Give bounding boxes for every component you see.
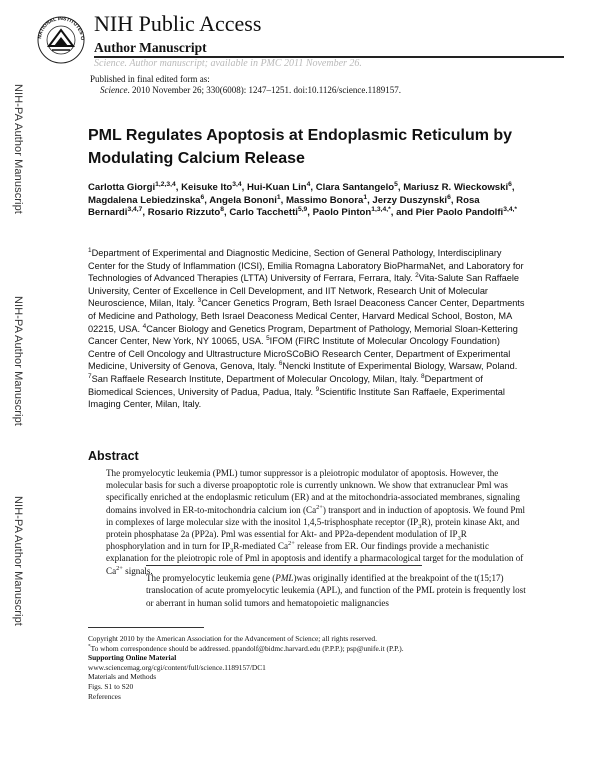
author: Jerzy Duszynski$^6$, xyxy=(372,193,457,206)
author-affiliation-marker: 1 xyxy=(363,193,368,201)
author: Paolo Pinton$^{1,3,4,*}$, xyxy=(312,206,397,219)
affiliation-number: 9 xyxy=(315,385,320,393)
affiliation-text: Department of Biomedical Sciences, University of Padua, Padua, Italy. xyxy=(88,373,483,397)
author-affiliation-marker: 3,4,7 xyxy=(127,206,143,213)
header-title: NIH Public Access xyxy=(94,11,262,36)
affiliation-text: Cancer Biology and Genetics Program, Department of Pathology, Memorial Sloan-Kettering Cancer Center, New York, NY 10065, USA. xyxy=(88,323,518,347)
author-name: Carlotta Giorgi xyxy=(88,182,156,193)
article-title: PML Regulates Apoptosis at Endoplasmic Reticulum by Modulating Calcium Release xyxy=(88,127,513,167)
author-affiliation-marker: 6 xyxy=(200,193,205,201)
author: Rosa Bernardi$^{3,4,7}$, xyxy=(88,194,480,219)
author-name: Hui-Kuan Lin xyxy=(246,182,307,193)
sidebar-label-bottom: NIH-PA Author Manuscript xyxy=(12,496,24,626)
author-name: Rosario Rizzuto xyxy=(147,207,221,219)
sidebar-label-top: NIH-PA Author Manuscript xyxy=(12,84,24,214)
affiliation-text: Scientific Institute San Raffaele, Experimental Imaging Center, Milan, Italy. xyxy=(88,386,505,410)
affiliation-number: 4 xyxy=(142,322,147,330)
citation-details: . 2010 November 26; 330(6008): 1247–1251. doi:10.1126/science.1189157. xyxy=(127,85,402,95)
affiliation-number: 8 xyxy=(420,372,425,380)
author-name: Paolo Pinton xyxy=(312,207,372,219)
affiliation-text: Nencki Institute of Experimental Biology, Warsaw, Poland. xyxy=(282,361,518,372)
affiliation-text: San Raffaele Research Institute, Department of Molecular Oncology, Milan, Italy. xyxy=(91,373,421,384)
author-affiliation-marker: 8 xyxy=(220,206,224,213)
author-name: Clara Santangelo xyxy=(315,182,395,193)
author-affiliation-marker: 4 xyxy=(306,180,311,188)
som-item: Materials and Methods xyxy=(88,672,157,682)
author-affiliation-marker: 3,4,* xyxy=(503,206,518,213)
intro-paragraph: The promyelocytic leukemia gene (PML)was originally identified at the breakpoint of the t(15;17) translocation of acute promyelocytic leukemia (APL), and function of the PML protein is frequently lost or aberrant in human solid tumors and hematopoietic malignancies xyxy=(146,573,526,608)
nih-seal-icon xyxy=(36,10,86,68)
author-name: and Pier Paolo Pandolfi xyxy=(396,207,504,219)
copyright-notice: Copyright 2010 by the American Association for the Advancement of Science; all rights reserved. xyxy=(88,634,377,643)
intro-divider xyxy=(146,565,422,566)
affiliation-list xyxy=(88,247,530,411)
author: Carlotta Giorgi$^{1,2,3,4}$, xyxy=(88,180,182,193)
affiliation-number: 3 xyxy=(197,297,202,305)
footnotes xyxy=(88,634,548,701)
author-list xyxy=(88,182,528,220)
author xyxy=(396,207,517,218)
author: Mariusz R. Wieckowski$^6$, xyxy=(403,180,515,193)
author-affiliation-marker: 1,3,4,* xyxy=(371,206,391,213)
correspondence-note: *To whom correspondence should be addressed. ppandolf@bidmc.harvard.edu (P.P.P.); psp@unife.it (P.P.). xyxy=(88,643,404,653)
author-name: Keisuke Ito xyxy=(181,182,233,193)
affiliation-number: 7 xyxy=(88,372,92,380)
author-name: Magdalena Lebiedzinska xyxy=(88,194,201,206)
author: Massimo Bonora$^1$, xyxy=(286,193,373,206)
affiliation-number: 2 xyxy=(415,272,419,280)
author-affiliation-marker: 5 xyxy=(394,180,398,188)
affiliation-text: Vita-Salute San Raffaele University, Center of Excellence in Cell Development, and IIT Network, Research Unit of Molecular Neuroscience, Milan, Italy. xyxy=(88,273,520,309)
author-name: Carlo Tacchetti xyxy=(229,207,298,219)
abstract-text: The promyelocytic leukemia (PML) tumor suppressor is a pleiotropic modulator of apoptosis. However, the molecular basis for such a diverse proapoptotic role is currently unknown. We show that extranuclear Pml was specifically enriched at the endoplasmic reticulum (ER) and at the mitochondria-associated membranes, signaling domains involved in ER-to-mitochondria calcium ion $(Ca^{2+})$ transport and in induction of apoptosis. We found Pml in complexes of large molecular size with the inositol 1,4,5-trisphosphate receptor $(IP_3R)$, protein kinase Akt, and protein phosphatase 2a (PP2a). Pml was essential for Akt- and PP2a-dependent modulation of $IP_3R$ phosphorylation and in turn for $IP_3R$-mediated $Ca^{2+}$ release from ER. Our findings provide a mechanistic explanation for the pleiotropic role of Pml in apoptosis and identify a pharmacological target for the modulation of $Ca^{2+}$ signals. xyxy=(106,468,526,576)
som-item: www.sciencemag.org/cgi/content/full/science.1189157/DC1 xyxy=(88,662,266,672)
author-affiliation-marker: 3,4 xyxy=(232,180,242,188)
published-line: Published in final edited form as: xyxy=(90,74,210,84)
affiliation-number: 1 xyxy=(88,246,92,254)
footnote-divider xyxy=(88,627,204,628)
affiliation-text: IFOM (FIRC Institute of Molecular Oncology Foundation) Centre of Cell Oncology and Ultrastructure MicroSCoBiO Research Center, Department of Experimental Medicine, University of Genova, Genova, Italy. xyxy=(88,336,511,372)
pml-gene-name: PML xyxy=(275,573,294,583)
author: Hui-Kuan Lin$^4$, xyxy=(246,180,316,193)
nih-seal-logo xyxy=(36,10,86,68)
affiliation-number: 6 xyxy=(278,360,283,368)
author-name: Angela Bononi xyxy=(209,194,277,206)
author: Clara Santangelo$^5$, xyxy=(315,180,404,193)
author-name: Mariusz R. Wieckowski xyxy=(403,182,509,193)
som-list xyxy=(88,663,548,701)
header-availability-note: Science. Author manuscript; available in PMC 2011 November 26. xyxy=(94,58,362,69)
author-name: Massimo Bonora xyxy=(286,194,364,206)
author: Rosario Rizzuto$^8$, xyxy=(147,206,230,219)
author-affiliation-marker: 6 xyxy=(447,193,451,201)
author-name: Jerzy Duszynski xyxy=(372,194,448,206)
citation-line xyxy=(90,85,401,96)
affiliation xyxy=(88,374,421,384)
author-name: Rosa Bernardi xyxy=(88,194,480,219)
author: Carlo Tacchetti$^{5,9}$, xyxy=(229,206,313,219)
journal-name: Science xyxy=(100,85,128,95)
author: Angela Bononi$^1$, xyxy=(209,193,287,206)
abstract-heading: Abstract xyxy=(88,449,139,463)
author-affiliation-marker: 6 xyxy=(508,180,512,188)
affiliation-number: 5 xyxy=(266,335,270,343)
svg-text:NATIONAL INSTITUTES OF HEALTH: NATIONAL INSTITUTES O xyxy=(36,15,86,41)
author-affiliation-marker: 5,9 xyxy=(297,206,308,213)
author: Keisuke Ito$^{3,4}$, xyxy=(181,180,247,193)
header-subtitle: Author Manuscript xyxy=(94,40,207,55)
affiliation xyxy=(279,361,518,371)
sidebar-label-middle: NIH-PA Author Manuscript xyxy=(12,296,24,426)
som-item: Figs. S1 to S20 xyxy=(88,681,134,691)
author: Magdalena Lebiedzinska$^6$, xyxy=(88,193,210,206)
affiliation-text: Department of Experimental and Diagnostic Medicine, Section of General Pathology, Interdisciplinary Center for the Study of Inflammation (ICSI), Emilia Romagna Laboratory BioPharmaNet, and Laboratory for Technologies of Advanced Therapies (LTTA) University of Ferrara, Ferrara, Italy. xyxy=(88,248,524,284)
som-heading: Supporting Online Material xyxy=(88,653,177,663)
publication-info xyxy=(90,74,401,96)
author-affiliation-marker: 1 xyxy=(276,193,281,201)
author-affiliation-marker: 1,2,3,4 xyxy=(155,180,176,188)
som-item: References xyxy=(88,691,121,701)
affiliation-text: Cancer Genetics Program, Beth Israel Deaconess Cancer Center, Departments of Medicine and Pathology, Beth Israel Deaconess Medical Center, Harvard Medical School, Boston, MA 02215, USA. xyxy=(88,298,525,334)
